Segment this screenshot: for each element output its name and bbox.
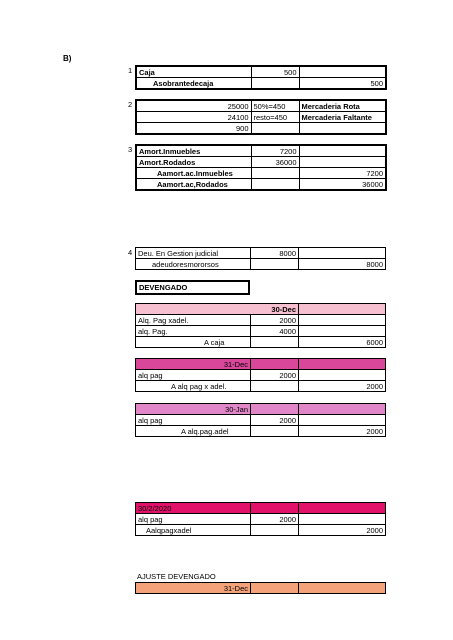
date-cell-fill	[251, 583, 299, 594]
date-cell-fill	[251, 359, 299, 370]
table-row	[136, 415, 386, 426]
credit-cell: 8000	[299, 259, 386, 270]
account-cell: Aalqpagxadel	[136, 525, 251, 536]
debit-cell: 4000	[251, 326, 299, 337]
date-cell: 31-Dec	[136, 359, 251, 370]
ajuste-devengado-label: AJUSTE DEVENGADO	[137, 572, 216, 581]
table-row	[136, 112, 386, 123]
account-cell: Amort.Rodados	[136, 157, 251, 168]
credit-cell: 7200	[299, 168, 386, 179]
credit-cell	[299, 514, 386, 525]
account-cell: adeudoresmororsos	[136, 259, 251, 270]
account-cell: Aamort.ac.Inmuebles	[136, 168, 251, 179]
amount-cell: 24100	[136, 112, 251, 123]
devengado-label: DEVENGADO	[135, 280, 250, 295]
debit-cell	[251, 426, 299, 437]
account-cell: alq pag	[136, 370, 251, 381]
table-row	[136, 304, 386, 315]
account-cell: alq pag	[136, 415, 251, 426]
journal-entry-4	[135, 247, 386, 270]
debit-cell	[251, 259, 299, 270]
date-cell-fill	[299, 359, 386, 370]
table-row	[136, 381, 386, 392]
date-cell-fill	[251, 503, 299, 514]
debit-cell: 500	[251, 66, 299, 78]
table-row	[136, 503, 386, 514]
journal-entry-3	[135, 144, 387, 191]
date-cell-fill	[299, 583, 386, 594]
debit-cell	[251, 525, 299, 536]
table-row	[136, 337, 386, 348]
account-cell: Caja	[136, 66, 251, 78]
table-row	[136, 179, 386, 191]
table-row	[136, 583, 386, 594]
journal-entry-2	[135, 99, 387, 135]
account-cell: A alq.pag.adel	[136, 426, 251, 437]
account-cell: Mercaderia Rota	[299, 100, 386, 112]
account-cell	[299, 123, 386, 135]
debit-cell: 36000	[251, 157, 299, 168]
table-row	[136, 168, 386, 179]
devengado-block-3	[135, 403, 386, 437]
table-row	[136, 326, 386, 337]
debit-cell	[251, 337, 299, 348]
credit-cell	[299, 157, 386, 168]
account-cell: Asobrantedecaja	[136, 78, 251, 90]
account-cell: A caja	[136, 337, 251, 348]
date-cell-fill	[299, 304, 386, 315]
date-cell-fill	[299, 404, 386, 415]
credit-cell: 2000	[299, 525, 386, 536]
credit-cell	[299, 315, 386, 326]
account-cell: Mercaderia Faltante	[299, 112, 386, 123]
date-cell-fill	[299, 503, 386, 514]
credit-cell	[299, 370, 386, 381]
split-cell: resto=450	[251, 112, 299, 123]
table-row	[136, 145, 386, 157]
table-row	[136, 359, 386, 370]
table-row	[136, 259, 386, 270]
entry-number: 2	[128, 100, 133, 109]
split-cell: 50%=450	[251, 100, 299, 112]
account-cell: Alq. Pag xadel.	[136, 315, 251, 326]
credit-cell	[299, 145, 386, 157]
entry-number: 1	[128, 66, 133, 75]
entry-number: 4	[128, 248, 133, 257]
credit-cell	[299, 326, 386, 337]
debit-cell: 2000	[251, 370, 299, 381]
table-row	[136, 100, 386, 112]
debit-cell: 2000	[251, 315, 299, 326]
debit-cell	[251, 78, 299, 90]
table-row	[136, 123, 386, 135]
devengado-block-1	[135, 303, 386, 348]
ajuste-block	[135, 582, 386, 594]
debit-cell	[251, 381, 299, 392]
account-cell: alq. Pag.	[136, 326, 251, 337]
amount-cell: 900	[136, 123, 251, 135]
date-cell: 30-Jan	[136, 404, 251, 415]
table-row	[136, 248, 386, 259]
credit-cell	[299, 66, 386, 78]
debit-cell	[251, 168, 299, 179]
journal-entry-1	[135, 65, 387, 90]
devengado-block-4	[135, 502, 386, 536]
credit-cell: 6000	[299, 337, 386, 348]
account-cell: A alq pag x adel.	[136, 381, 251, 392]
credit-cell: 36000	[299, 179, 386, 191]
table-row	[136, 426, 386, 437]
date-cell-fill	[251, 404, 299, 415]
debit-cell: 8000	[251, 248, 299, 259]
date-cell: 30/2/2020	[136, 503, 251, 514]
debit-cell: 2000	[251, 514, 299, 525]
account-cell: Amort.Inmuebles	[136, 145, 251, 157]
table-row	[136, 370, 386, 381]
entry-number: 3	[128, 145, 133, 154]
debit-cell	[251, 179, 299, 191]
credit-cell: 2000	[299, 381, 386, 392]
table-row	[136, 315, 386, 326]
account-cell: Aamort.ac,Rodados	[136, 179, 251, 191]
table-row	[136, 78, 386, 90]
debit-cell: 2000	[251, 415, 299, 426]
devengado-block-2	[135, 358, 386, 392]
table-row	[136, 404, 386, 415]
credit-cell: 2000	[299, 426, 386, 437]
table-row	[136, 66, 386, 78]
section-label: B)	[63, 54, 72, 63]
account-cell: Deu. En Gestion judicial	[136, 248, 251, 259]
split-cell	[251, 123, 299, 135]
date-cell: 30-Dec	[136, 304, 299, 315]
debit-cell: 7200	[251, 145, 299, 157]
table-row	[136, 514, 386, 525]
account-cell: alq pag	[136, 514, 251, 525]
credit-cell	[299, 415, 386, 426]
credit-cell: 500	[299, 78, 386, 90]
table-row	[136, 525, 386, 536]
date-cell: 31-Dec	[136, 583, 251, 594]
table-row	[136, 157, 386, 168]
amount-cell: 25000	[136, 100, 251, 112]
credit-cell	[299, 248, 386, 259]
